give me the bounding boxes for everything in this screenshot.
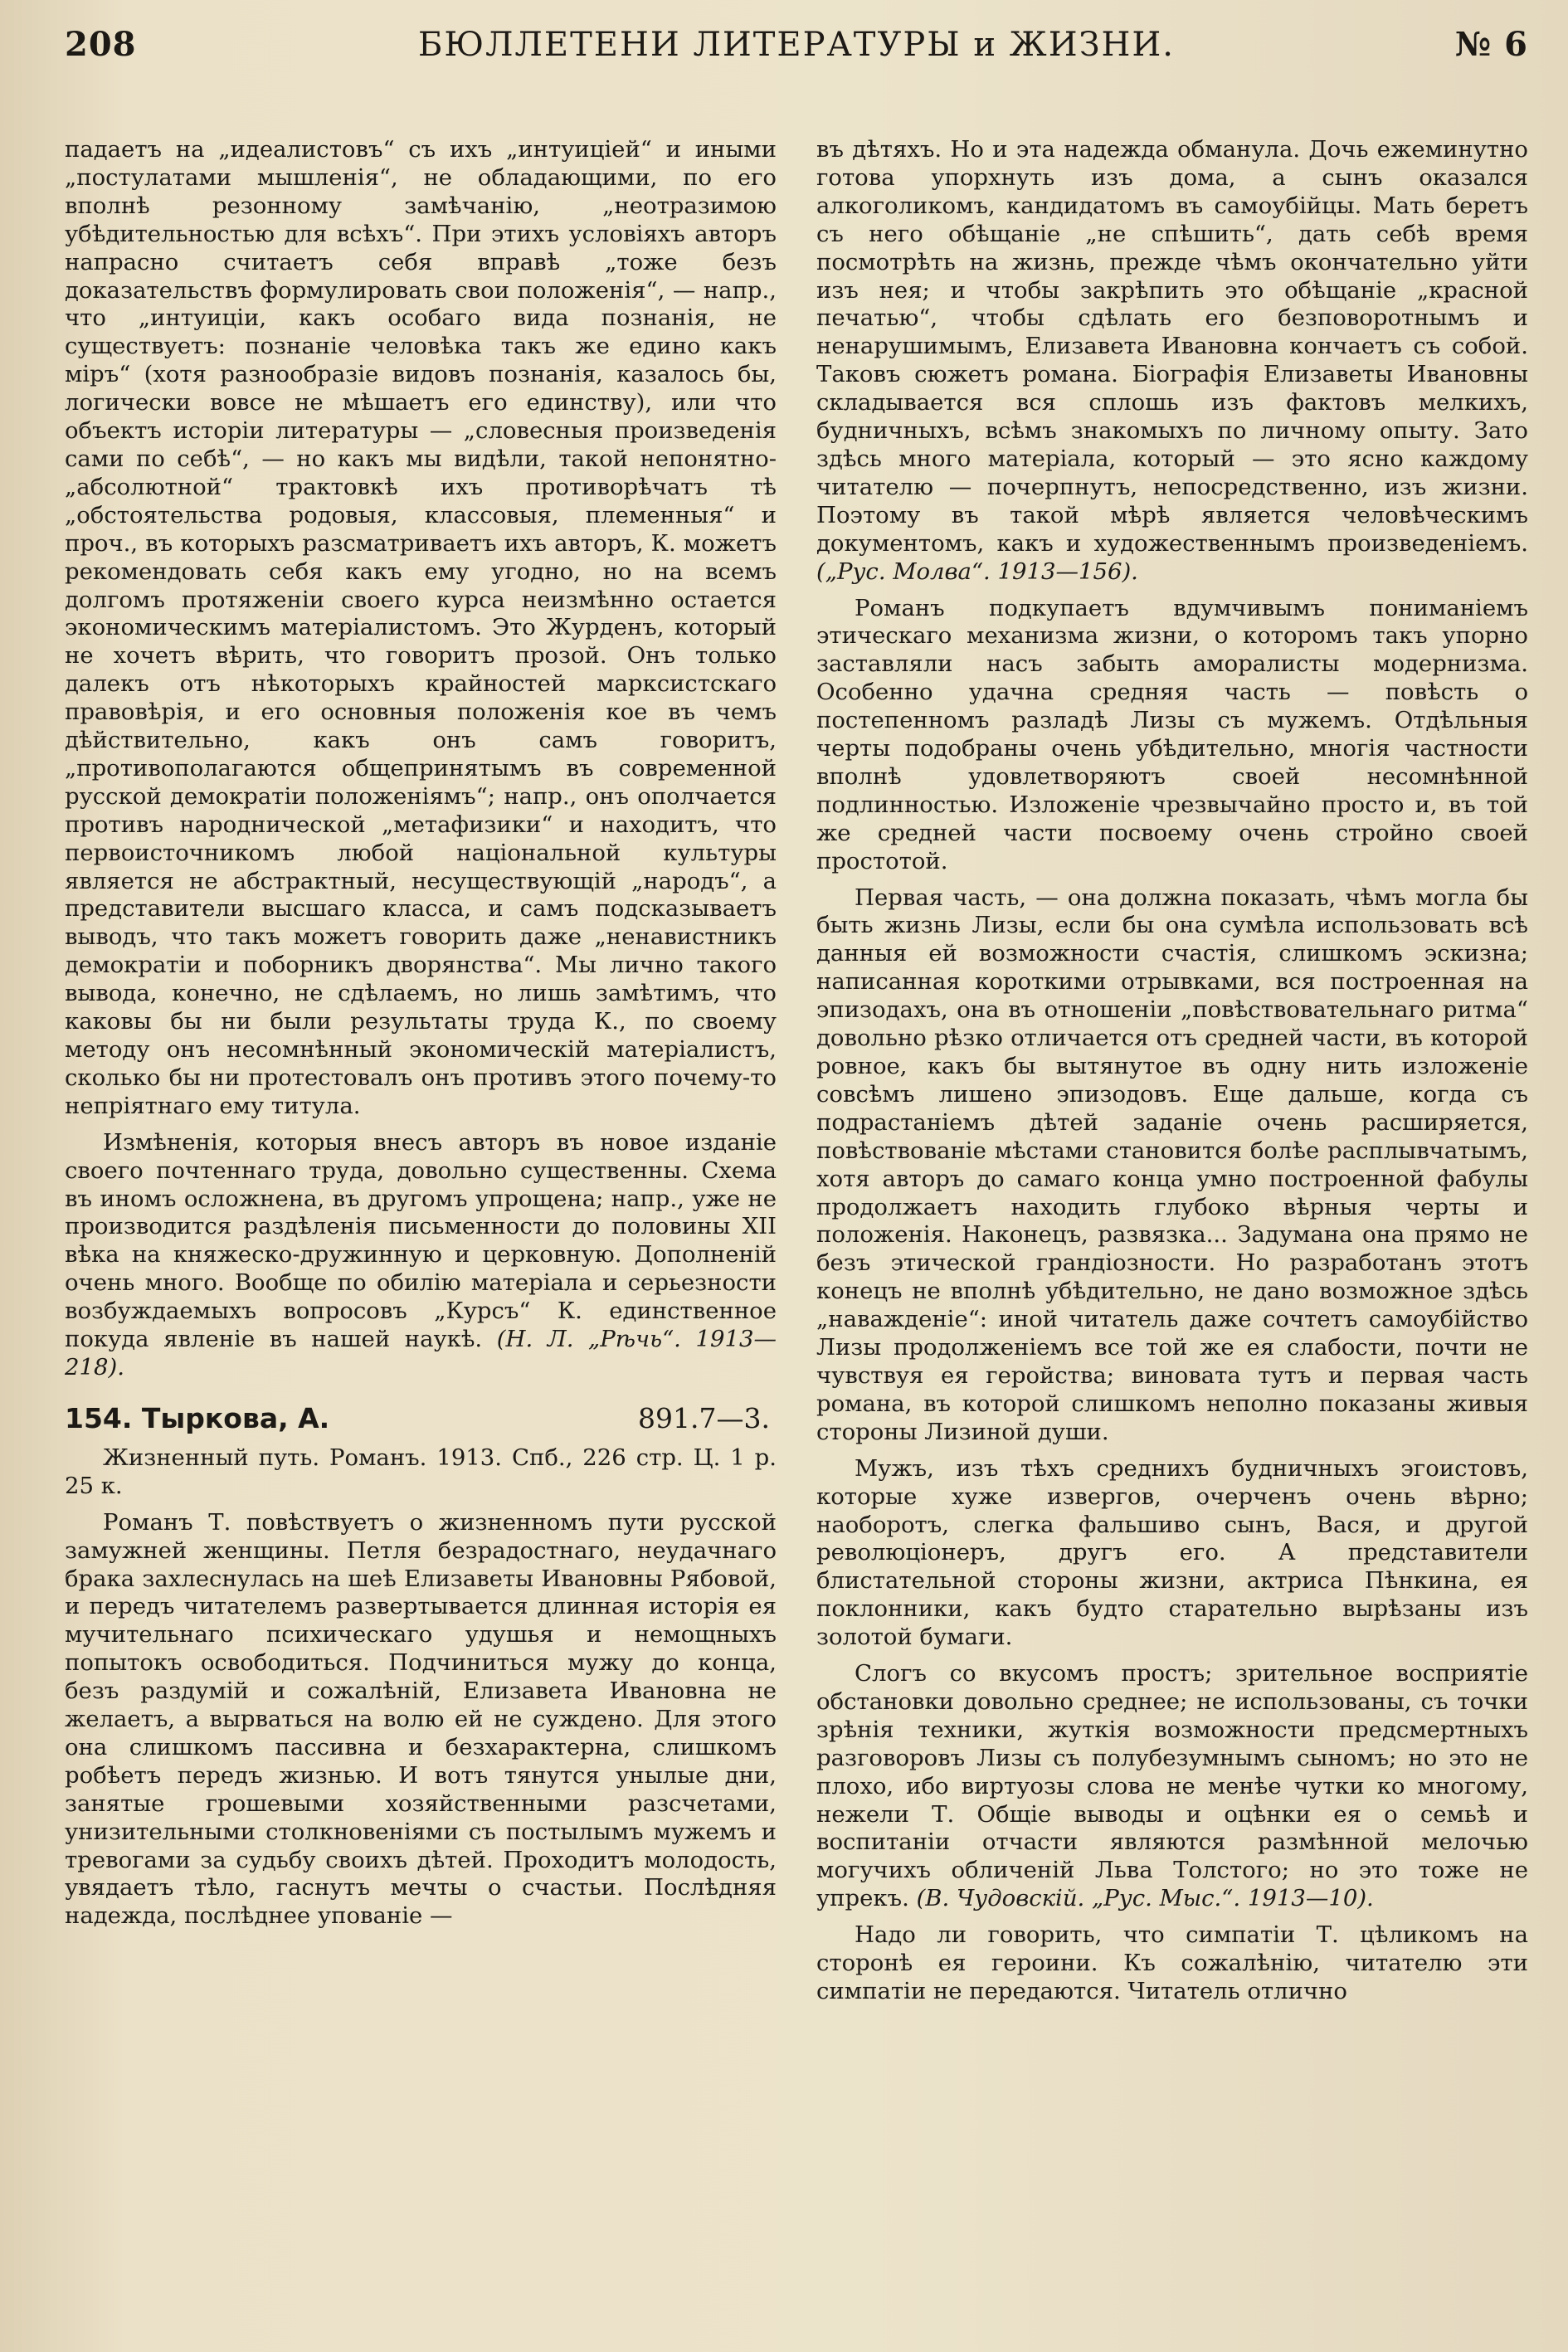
right-column xyxy=(816,136,1528,2014)
running-header xyxy=(65,25,1528,75)
entry-bibliography: Жизненный путь. Романъ. 1913. Спб., 226 стр. Ц. 1 р. 25 к. xyxy=(65,1444,777,1499)
paragraph: Мужъ, изъ тѣхъ среднихъ будничныхъ эгоистовъ, которые хуже извергов, очерченъ очень вѣрно; наоборотъ, слегка фальшиво сынъ, Вася, и другой революціонеръ, другъ его. А представители блистательной стороны жизни, актриса Пѣнкина, ея поклонники, какъ будто старательно вырѣзаны изъ золотой бумаги. xyxy=(816,1454,1528,1651)
paragraph: Первая часть, — она должна показать, чѣмъ могла бы быть жизнь Лизы, если бы она сумѣла использовать всѣ данныя ей возможности счастія, слишкомъ эскизна; написанная короткими отрывками, вся построенная на эпизодахъ, она въ отношеніи „повѣствовательнаго ритма“ довольно рѣзко отличается отъ средней части, въ которой ровное, какъ бы вытянутое въ одну нить изложеніе совсѣмъ лишено эпизодовъ. Еще дальше, когда съ подрастаніемъ дѣтей заданіе очень расширяется, повѣствованіе мѣстами становится болѣе расплывчатымъ, хотя авторъ до самаго конца умно построенной фабулы продолжаетъ находить глубоко вѣрныя черты и положенія. Наконецъ, развязка... Задумана она прямо не безъ этической грандіозности. Но разработанъ этотъ конецъ не вполнѣ убѣдительно, не дано возможное здѣсь „наважденіе“: иной читатель даже сочтетъ самоубійство Лизы продолженіемъ все той же ея слабости, почти не чувствуя ея геройства; виновата тутъ и первая часть романа, въ которой слишкомъ неполно показаны живыя стороны Лизиной души. xyxy=(816,884,1528,1445)
paragraph xyxy=(816,1660,1528,1913)
citation: (Н. Л. „Рѣчь“. 1913—218). xyxy=(65,1326,777,1381)
text-columns xyxy=(65,136,1528,2014)
paragraph: падаетъ на „идеалистовъ“ съ ихъ „интуиціей“ и иными „постулатами мышленія“, не обладающими, по его вполнѣ резонному замѣчанію, „неотразимою убѣдительностью для всѣхъ“. При этихъ условіяхъ авторъ напрасно считаетъ себя вправѣ „тоже безъ доказательствъ формулировать свои положенія“, — напр., что „интуиціи, какъ особаго вида познанія, не существуетъ: познаніе человѣка такъ же едино какъ міръ“ (хотя разнообразіе видовъ познанія, казалось бы, логически вовсе не мѣшаетъ его единству), или что объектъ исторіи литературы — „словесныя произведенія сами по себѣ“, — но какъ мы видѣли, такой непонятно-„абсолютной“ трактовкѣ ихъ противорѣчатъ тѣ „обстоятельства родовыя, классовыя, племенныя“ и проч., въ которыхъ разсматриваетъ ихъ авторъ, К. можетъ рекомендовать себя какъ ему угодно, но на всемъ долгомъ протяженіи своего курса неизмѣнно остается экономическимъ матеріалистомъ. Это Журденъ, который не хочетъ вѣрить, что говоритъ прозой. Онъ только далекъ отъ нѣкоторыхъ крайностей марксистскаго правовѣрія, и его основныя положенія кое въ чемъ дѣйствительно, какъ онъ самъ говоритъ, „противополагаются общепринятымъ въ современной русской демократіи положеніямъ“; напр., онъ ополчается противъ народнической „метафизики“ и находитъ, что первоисточникомъ любой національной культуры является не абстрактный, несуществующій „народъ“, а представители высшаго класса, и самъ подсказываетъ выводъ, что такъ можетъ говорить даже „ненавистникъ демократіи и поборникъ дворянства“. Мы лично такого вывода, конечно, не сдѣлаемъ, но лишь замѣтимъ, что каковы бы ни были результаты труда К., по своему методу онъ несомнѣнный экономическій матеріалистъ, сколько бы ни протестовалъ онъ противъ этого почему-то непріятнаго ему титула. xyxy=(65,136,777,1119)
paragraph-text: Слогъ со вкусомъ простъ; зрительное восприятіе обстановки довольно среднее; не использованы, съ точки зрѣнія техники, жуткія возможности предсмертныхъ разговоровъ Лизы съ полубезумнымъ сыномъ; но это не плохо, ибо виртуозы слова не менѣе чутки ко многому, нежели Т. Общіе выводы и оцѣнки ея о семьѣ и воспитаніи отчасти являются размѣнной мелочью могучихъ обличеній Льва Толстого; но это тоже не упрекъ. xyxy=(816,1660,1528,1912)
issue-number: № 6 xyxy=(1454,25,1528,64)
paragraph: Романъ Т. повѣствуетъ о жизненномъ пути русской замужней женщины. Петля безрадостнаго, неудачнаго брака захлеснулась на шеѣ Елизаветы Ивановны Рябовой, и передъ читателемъ развертывается длинная исторія ея мучительнаго психическаго удушья и немощныхъ попытокъ освободиться. Подчиниться мужу до конца, безъ раздумій и сожалѣній, Елизавета Ивановна не желаетъ, а вырваться на волю ей не суждено. Для этого она слишкомъ пассивна и безхарактерна, слишкомъ робѣетъ передъ жизнью. И вотъ тянутся унылые дни, занятые грошевыми хозяйственными разсчетами, унизительными столкновеніями съ постылымъ мужемъ и тревогами за судьбу своихъ дѣтей. Проходитъ молодость, увядаетъ тѣло, гаснутъ мечты о счастьи. Послѣдняя надежда, послѣднее упованіе — xyxy=(65,1508,777,1930)
citation: (В. Чудовскій. „Рус. Мыс.“. 1913—10). xyxy=(916,1885,1374,1912)
paragraph-text: Измѣненія, которыя внесъ авторъ въ новое изданіе своего почтеннаго труда, довольно существенны. Схема въ иномъ осложнена, въ другомъ упрощена; напр., уже не производится раздѣленія письменности до половины XII вѣка на княжеско-дружинную и церковную. Дополненій очень много. Вообще по обилію матеріала и серьезности возбуждаемыхъ вопросовъ „Курсъ“ К. единственное покуда явленіе въ нашей наукѣ. xyxy=(65,1128,777,1353)
page-number: 208 xyxy=(65,25,137,64)
entry-heading xyxy=(65,1402,777,1434)
entry-title: 154. Тыркова, А. xyxy=(65,1401,330,1434)
paragraph xyxy=(816,136,1528,587)
paragraph xyxy=(65,1129,777,1382)
left-column xyxy=(65,136,777,2014)
entry-classification: 891.7—3. xyxy=(638,1401,770,1434)
paragraph: Надо ли говорить, что симпатіи Т. цѣликомъ на сторонѣ ея героини. Къ сожалѣнію, читателю эти симпатіи не передаются. Читатель отлично xyxy=(816,1921,1528,2004)
journal-title: БЮЛЛЕТЕНИ ЛИТЕРАТУРЫ и ЖИЗНИ. xyxy=(418,26,1175,64)
paragraph-text: въ дѣтяхъ. Но и эта надежда обманула. Дочь ежеминутно готова упорхнуть изъ дома, а сынъ оказался алкоголикомъ, кандидатомъ въ самоубійцы. Мать беретъ съ него обѣщаніе „не спѣшить“, дать себѣ время посмотрѣть на жизнь, прежде чѣмъ окончательно уйти изъ нея; и чтобы закрѣпить это обѣщаніе „красной печатью“, чтобы сдѣлать его безповоротнымъ и ненарушимымъ, Елизавета Ивановна кончаетъ съ собой. Таковъ сюжетъ романа. Біографія Елизаветы Ивановны складывается вся сплошь изъ фактовъ мелкихъ, будничныхъ, всѣмъ знакомыхъ по личному опыту. Зато здѣсь много матеріала, который — это ясно каждому читателю — почерпнутъ, непосредственно, изъ жизни. Поэтому въ такой мѣрѣ является человѣческимъ документомъ, какъ и художественнымъ произведеніемъ. xyxy=(816,136,1528,557)
paragraph: Романъ подкупаетъ вдумчивымъ пониманіемъ этическаго механизма жизни, о которомъ такъ упорно заставляли насъ забыть аморалисты модернизма. Особенно удачна средняя часть — повѣсть о постепенномъ разладѣ Лизы съ мужемъ. Отдѣльныя черты подобраны очень убѣдительно, многія частности вполнѣ удовлетворяютъ своей несомнѣнной подлинностью. Изложеніе чрезвычайно просто и, въ той же средней части посвоему очень стройно своей простотой. xyxy=(816,594,1528,874)
citation: („Рус. Молва“. 1913—156). xyxy=(816,558,1138,585)
